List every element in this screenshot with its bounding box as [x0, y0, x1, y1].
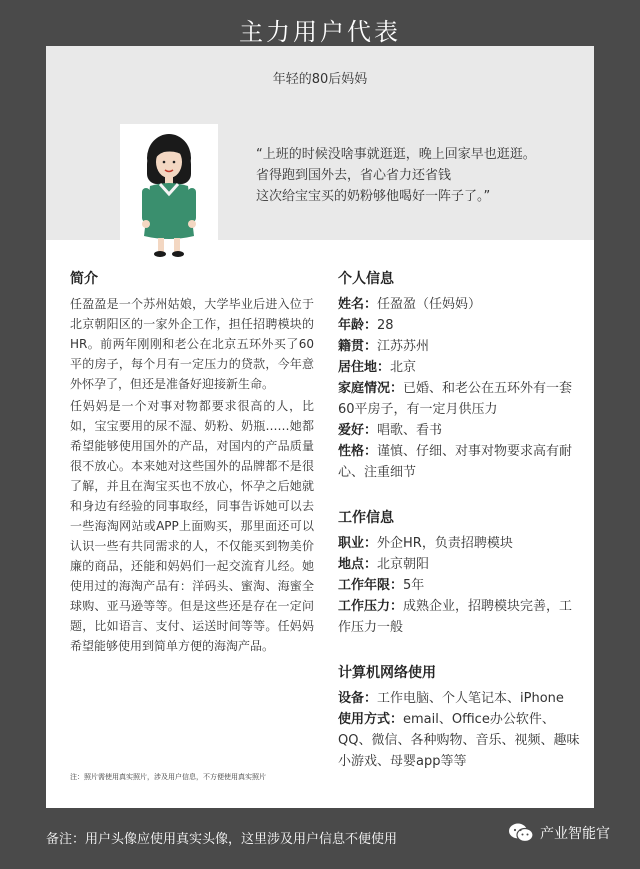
info-row-hobbies	[338, 420, 583, 441]
work-info-section	[338, 507, 583, 638]
info-row-name	[338, 294, 583, 315]
personal-info-section	[338, 268, 583, 483]
info-value: 唱歌、看书	[377, 423, 443, 438]
info-value: 外企HR，负责招聘模块	[377, 536, 513, 551]
info-key: 地点：	[338, 557, 378, 572]
info-key: 籍贯：	[338, 339, 378, 354]
bio-title: 简介	[70, 271, 98, 287]
info-key: 工作年限：	[338, 578, 404, 593]
personal-info-title: 个人信息	[338, 271, 394, 287]
info-row-family	[338, 378, 583, 420]
persona-card	[46, 46, 594, 808]
footer-remark: 备注：用户头像应使用真实头像，这里涉及用户信息不便使用	[46, 832, 398, 847]
info-row-residence	[338, 357, 583, 378]
info-row-job	[338, 533, 583, 554]
info-value: 江苏苏州	[377, 339, 430, 354]
quote-line: 这次给宝宝买的奶粉够他喝好一阵子了。”	[256, 189, 491, 204]
info-key: 职业：	[338, 536, 378, 551]
info-value: 已婚、和老公在五环外有一套60平房子，有一定月供压力	[338, 381, 573, 417]
info-row-pressure	[338, 596, 583, 638]
info-row-location	[338, 554, 583, 575]
bio-section	[70, 268, 314, 658]
work-info-title: 工作信息	[338, 510, 394, 526]
info-value: 28	[377, 318, 394, 333]
wechat-icon	[508, 822, 534, 844]
info-value: 工作电脑、个人笔记本、iPhone	[377, 691, 564, 706]
info-key: 爱好：	[338, 423, 378, 438]
bio-paragraph: 任盈盈是一个苏州姑娘，大学毕业后进入位于北京朝阳区的一家外企工作，担任招聘模块的HR。前两年刚刚和老公在北京五环外买了60平的房子，每个月有一定压力的贷款，今年意外怀孕了，但还是准备好迎接新生命。	[70, 297, 314, 391]
info-value: 北京	[390, 360, 417, 375]
info-value: email、Office办公软件、QQ、微信、各种购物、音乐、视频、趣味小游戏、母婴app等等	[338, 712, 580, 769]
avatar	[120, 124, 218, 262]
quote-line: “上班的时候没啥事就逛逛，晚上回家早也逛逛。	[256, 147, 536, 162]
photo-note: 注：照片需使用真实照片，涉及用户信息，不方便使用真实照片	[70, 773, 266, 781]
info-row-devices	[338, 688, 583, 709]
info-column	[338, 268, 583, 796]
info-value: 谨慎、仔细、对事对物要求高有耐心、注重细节	[338, 444, 573, 480]
info-value: 北京朝阳	[377, 557, 430, 572]
info-row-age	[338, 315, 583, 336]
info-row-usage	[338, 709, 583, 772]
info-value: 成熟企业，招聘模块完善，工作压力一般	[338, 599, 573, 635]
computer-usage-title: 计算机网络使用	[338, 665, 436, 681]
bio-paragraph: 任妈妈是一个对事对物都要求很高的人，比如，宝宝要用的尿不湿、奶粉、奶瓶……她都希望能够使用国外的产品，对国内的产品质量很不放心。本来她对这些国外的品牌都不是很了解，并且在淘宝买也不放心，怀孕之后她就和身边有经验的同事取经，同事告诉她可以去一些海淘网站或APP上面购买，那里面还可以认识一些有共同需求的人，不仅能买到物美价廉的商品，还能和妈妈们一起交流育儿经。她使用过的海淘产品有：洋码头、蜜淘、海蜜全球购、亚马逊等等。但是这些还是存在一定问题，比如语言、支付、运送时间等等。任妈妈希望能够使用到简单方便的海淘产品。	[70, 399, 314, 653]
info-row-origin	[338, 336, 583, 357]
info-key: 家庭情况：	[338, 381, 404, 396]
computer-usage-section	[338, 662, 583, 772]
brand-name: 产业智能官	[540, 826, 610, 842]
footer-brand[interactable]	[508, 822, 610, 844]
info-key: 年龄：	[338, 318, 378, 333]
info-row-years	[338, 575, 583, 596]
info-row-personality	[338, 441, 583, 483]
persona-quote	[256, 144, 586, 207]
quote-line: 省得跑到国外去，省心省力还省钱	[256, 168, 452, 183]
info-key: 性格：	[338, 444, 378, 459]
page-title: 主力用户代表	[239, 18, 401, 46]
info-key: 工作压力：	[338, 599, 404, 614]
info-key: 使用方式：	[338, 712, 404, 727]
info-key: 姓名：	[338, 297, 378, 312]
persona-label: 年轻的80后妈妈	[272, 72, 368, 87]
avatar-illustration	[120, 124, 218, 262]
info-value: 5年	[403, 578, 425, 593]
info-key: 设备：	[338, 691, 378, 706]
info-key: 居住地：	[338, 360, 391, 375]
info-value: 任盈盈（任妈妈）	[377, 297, 482, 312]
